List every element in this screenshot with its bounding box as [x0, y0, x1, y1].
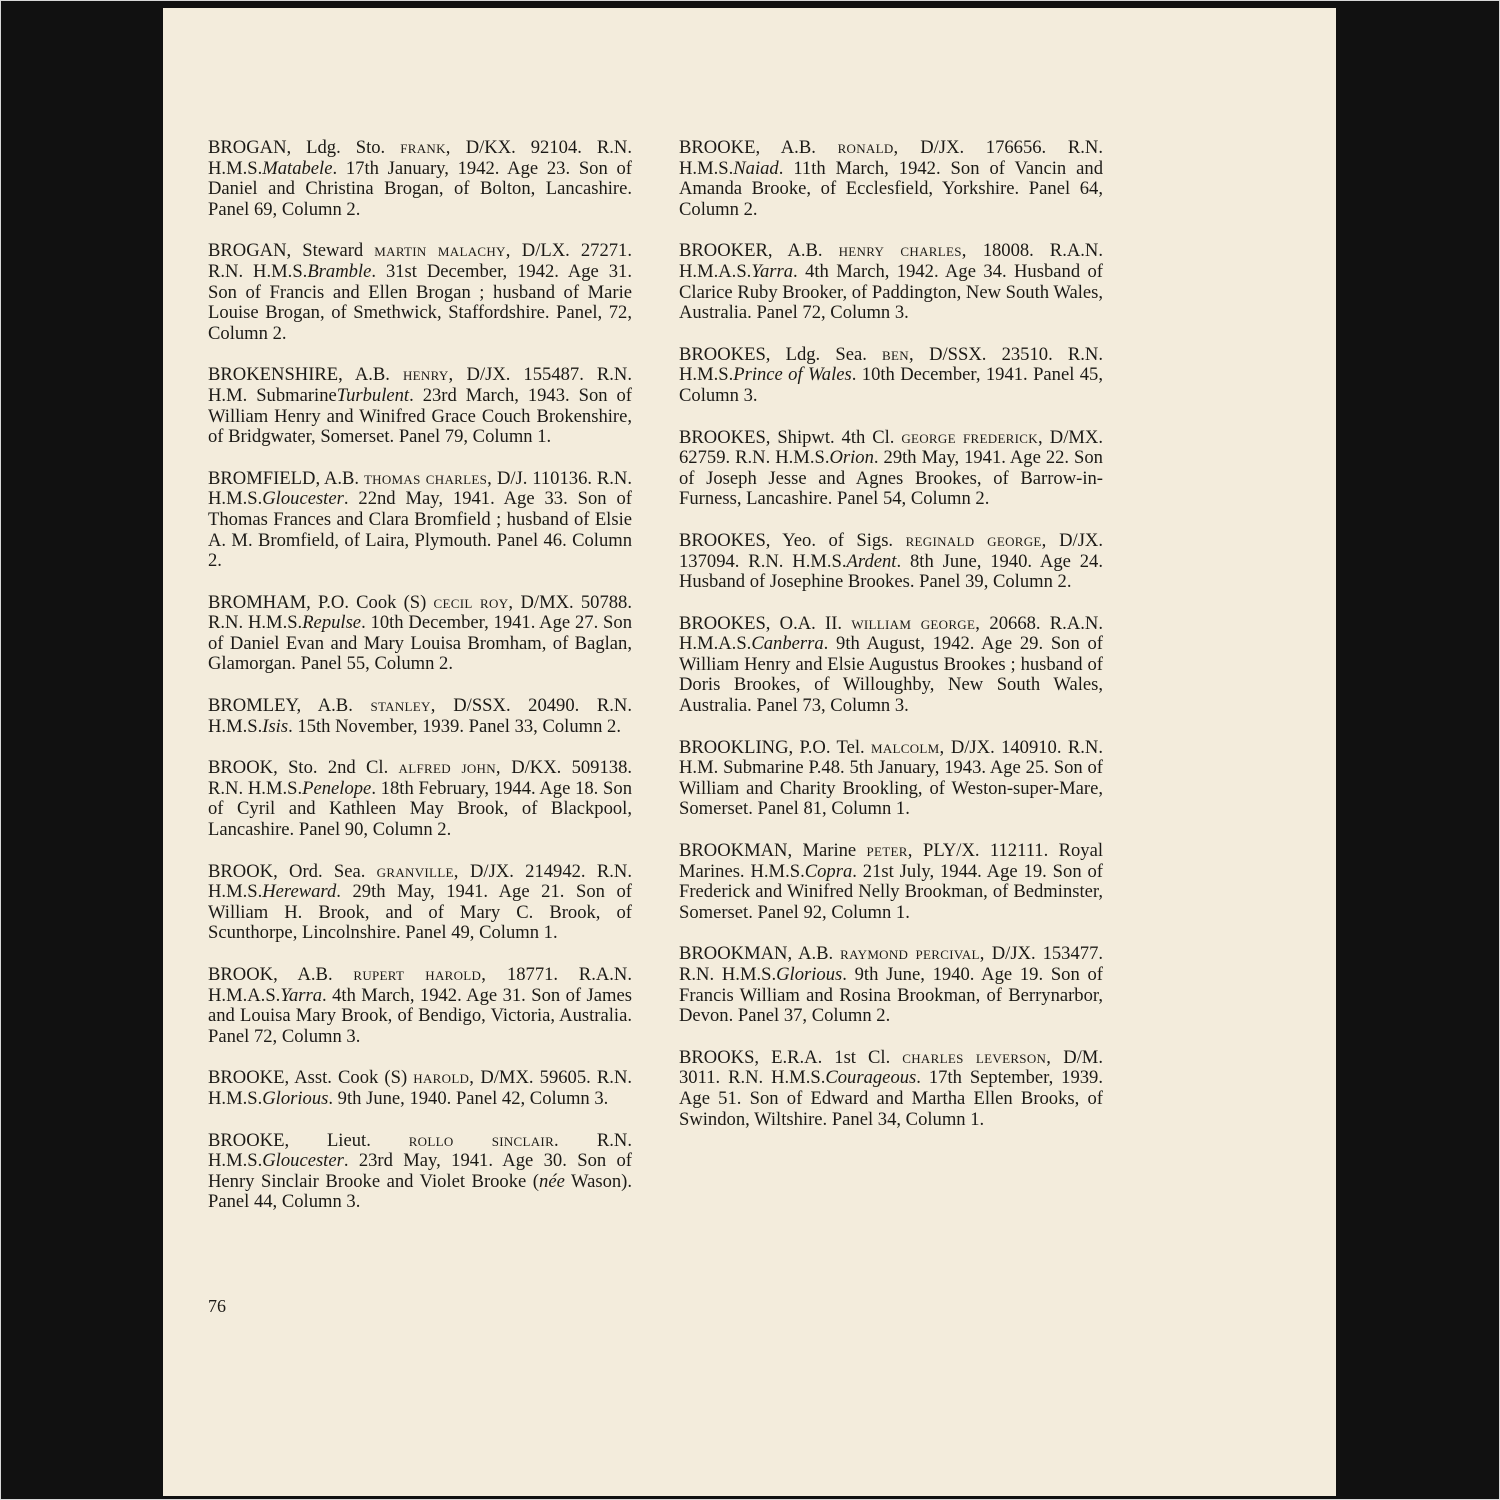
entry-details: D/SSX. 23510. R.N. H.M.S. — [679, 343, 1104, 386]
entry-forenames: george frederick, — [901, 426, 1043, 448]
entry-details-continued: . 29th May, 1941. Age 21. Son of William H. Brook, and of Mary C. Brook, of Scunthorpe, Lincolnshire. Panel 49, Column 1. — [208, 881, 632, 944]
entry-details-continued: . 4th March, 1942. Age 31. Son of James and Louisa Mary Brook, of Bendigo, Victoria, Australia. Panel 72, Column 3. — [208, 984, 632, 1047]
entry-rank: Lieut. — [326, 1129, 371, 1151]
entry-details: 18771. R.A.N. H.M.A.S. — [208, 964, 633, 1006]
entry-forenames: rupert harold, — [353, 964, 487, 985]
entry-forenames: peter, — [866, 840, 913, 862]
entry-details-end: Wason). Panel 44, Column 3. — [208, 1170, 633, 1213]
entry-forenames: malcolm, — [870, 736, 945, 758]
entry-details-continued: . 15th November, 1939. Panel 33, Column 2. — [288, 715, 621, 737]
entry-rank: A.B. — [787, 240, 823, 262]
entry-rank: Ldg. Sea. — [785, 343, 867, 365]
entry-details: D/KX. 92104. R.N. H.M.S. — [208, 137, 633, 179]
entry-surname: BROGAN, — [208, 240, 292, 262]
entry-forenames: ronald, — [837, 137, 899, 158]
entry-surname: BROOKLING, — [679, 736, 794, 758]
entry-ship: Glorious — [262, 1087, 329, 1109]
entry-rank: A.B. — [780, 137, 816, 158]
entry-forenames: frank, — [400, 137, 451, 158]
entry-details: D/JX. 153477. R.N. H.M.S. — [679, 943, 1104, 985]
entry-surname: BROOK, — [208, 757, 278, 779]
entry-ship: Hereward — [262, 881, 337, 903]
entry-ship: Canberra — [751, 633, 824, 655]
entry-forenames: ben, — [882, 343, 914, 365]
entry-details: D/JX. 155487. R.N. H.M. Submarine — [208, 364, 632, 406]
entry-details-continued: . 9th June, 1940. Age 19. Son of Francis William and Rosina Brookman, of Berrynarbor, Devon. Panel 37, Column 2. — [679, 964, 1103, 1027]
entry-details-continued: . 11th March, 1942. Son of Vancin and Amanda Brooke, of Ecclesfield, Yorkshire. Panel 64, Column 2. — [679, 157, 1103, 220]
entry-details-continued: . 4th March, 1942. Age 34. Husband of Clarice Ruby Brooker, of Paddington, New South Wales, Australia. Panel 72, Column 3. — [679, 260, 1103, 324]
entry-italic-note: née — [539, 1170, 565, 1192]
entry-details-continued: . 23rd May, 1941. Age 30. Son of Henry Sinclair Brooke and Violet Brooke ( — [208, 1150, 632, 1192]
entry-ship: Repulse — [302, 612, 362, 634]
entry-ship: Gloucester — [262, 488, 344, 510]
entry-details: D/J. 110136. R.N. H.M.S. — [208, 467, 632, 510]
entry-surname: BROOKE, — [208, 1067, 290, 1089]
entry-surname: BROMHAM, — [208, 591, 311, 613]
entry-ship: Ardent — [846, 550, 897, 572]
entry-forenames: raymond percival, — [840, 943, 985, 965]
entry-forenames: granville, — [376, 860, 459, 882]
entry-surname: BROOKE, — [679, 137, 761, 158]
entry-details: R.N. H.M.S. — [208, 1129, 632, 1172]
entry-ship: Gloucester — [262, 1150, 344, 1172]
entry-rank: A.B. — [323, 467, 360, 489]
entry-rank: A.B. — [297, 964, 333, 985]
entry-details-continued: . 22nd May, 1941. Age 33. Son of Thomas Frances and Clara Bromfield ; husband of Elsie A. M. Bromfield, of Laira, Plymouth. Panel 46. Column 2. — [208, 488, 632, 572]
entry-details-continued: . 17th September, 1939. Age 51. Son of Edward and Martha Ellen Brooks, of Swindon, Wiltshire. Panel 34, Column 1. — [679, 1067, 1103, 1130]
entry-ship: Yarra — [280, 984, 323, 1006]
entry-ship: Turbulent — [336, 384, 410, 406]
entry-forenames: alfred john, — [398, 757, 501, 779]
entry-rank: Sto. 2nd Cl. — [288, 757, 389, 779]
entry-surname: BROMLEY, — [208, 695, 302, 717]
entry-details-continued: . 17th January, 1942. Age 23. Son of Daniel and Christina Brogan, of Bolton, Lancashire. Panel 69, Column 2. — [208, 157, 632, 220]
entry-details-continued: . 9th August, 1942. Age 29. Son of William Henry and Elsie Augustus Brookes ; husband of Doris Brookes, of Willoughby, New South Wales, Australia. Panel 73, Column 3. — [679, 633, 1103, 717]
entry-forenames: reginald george, — [905, 529, 1047, 551]
entry-details-continued: . 10th December, 1941. Panel 45, Column 3. — [679, 364, 1103, 406]
entry-forenames: stanley, — [370, 695, 436, 717]
entry-details-continued: . 10th December, 1941. Age 27. Son of Daniel Evan and Mary Louisa Bromham, of Baglan, Glamorgan. Panel 55, Column 2. — [208, 612, 632, 675]
entry-details: D/KX. 509138. R.N. H.M.S. — [208, 757, 633, 799]
entry-forenames: henry, — [402, 364, 454, 386]
entry-surname: BROOKMAN, — [679, 840, 793, 862]
entry-surname: BROGAN, — [208, 137, 292, 158]
entry-details: D/JX. 176656. R.N. H.M.S. — [679, 137, 1104, 179]
entry-rank: Steward — [302, 240, 364, 262]
entry-details-continued: . 23rd March, 1943. Son of William Henry and Winifred Grace Couch Brokenshire, of Bridgwater, Somerset. Panel 79, Column 1. — [208, 384, 632, 448]
entry-details-continued: . 21st July, 1944. Age 19. Son of Frederick and Winifred Nelly Brookman, of Bedminster, Somerset. Panel 92, Column 1. — [679, 860, 1103, 923]
entry-ship: Matabele — [262, 157, 333, 179]
entry-details-continued: . 29th May, 1941. Age 22. Son of Joseph Jesse and Agnes Brookes, of Barrow-in-Furness, Lancashire. Panel 54, Column 2. — [679, 447, 1103, 510]
entry-surname: BROOKES, — [679, 529, 771, 551]
entry-surname: BROOKES, — [679, 426, 771, 448]
entry-ship: Copra — [804, 860, 853, 882]
entry-details: D/SSX. 20490. R.N. H.M.S. — [208, 695, 632, 737]
entry-details-continued: . 31st December, 1942. Age 31. Son of Francis and Ellen Brogan ; husband of Marie Louise Brogan, of Smethwick, Staffordshire. Panel, 72, Column 2. — [208, 260, 632, 344]
entry-ship: Penelope — [302, 777, 372, 799]
entry-forenames: henry charles, — [838, 240, 967, 262]
entry-rank: P.O. Tel. — [799, 736, 865, 758]
entry-ship: Naiad — [733, 157, 779, 179]
entry-details: D/MX. 50788. R.N. H.M.S. — [208, 591, 632, 634]
entry-details: D/MX. 62759. R.N. H.M.S. — [679, 426, 1103, 469]
entry-details: PLY/X. 112111. Royal Marines. H.M.S. — [679, 840, 1103, 882]
entry-forenames: harold, — [413, 1067, 475, 1089]
entry-details-continued: . 9th June, 1940. Panel 42, Column 3. — [328, 1087, 609, 1109]
entry-details: 20668. R.A.N. H.M.A.S. — [679, 612, 1103, 655]
entry-details-continued: . 8th June, 1940. Age 24. Husband of Josephine Brookes. Panel 39, Column 2. — [679, 550, 1103, 593]
entry-details: D/JX. 137094. R.N. H.M.S. — [679, 529, 1103, 572]
entry-details-continued: . 18th February, 1944. Age 18. Son of Cyril and Kathleen May Brook, of Blackpool, Lancashire. Panel 90, Column 2. — [208, 777, 632, 841]
entry-surname: BROMFIELD, — [208, 467, 321, 489]
entry-ship: Bramble — [307, 260, 372, 282]
entry-surname: BROOKS, — [679, 1046, 760, 1068]
entry-rank: A.B. — [354, 364, 390, 386]
entry-details: D/LX. 27271. R.N. H.M.S. — [208, 240, 633, 282]
entry-surname: BROOK, — [208, 860, 278, 882]
entry-rank: Yeo. of Sigs. — [782, 529, 894, 551]
entry-forenames: martin malachy, — [374, 240, 511, 262]
entry-rank: Marine — [802, 840, 857, 862]
entry-rank: Ord. Sea. — [289, 860, 366, 882]
entry-details: D/JX. 214942. R.N. H.M.S. — [208, 860, 632, 903]
entry-details: D/M. 3011. R.N. H.M.S. — [679, 1046, 1103, 1089]
page-number: 76 — [208, 1296, 226, 1316]
entry-ship: Orion — [829, 447, 874, 469]
entry-forenames: thomas charles, — [363, 467, 493, 489]
entry-surname: BROOK, — [208, 964, 278, 985]
entry-forenames: cecil roy, — [433, 591, 514, 613]
entry-ship: Yarra — [751, 260, 794, 282]
entry-ship: Prince of Wales — [733, 364, 852, 386]
entry-rank: Shipwt. 4th Cl. — [777, 426, 895, 448]
entry-ship: Courageous — [825, 1067, 917, 1089]
entry-forenames: william george, — [851, 612, 981, 634]
entry-rank: A.B. — [798, 943, 834, 965]
entry-surname: BROOKES, — [679, 612, 771, 634]
entry-surname: BROOKE, — [208, 1129, 290, 1151]
entry-rank: Asst. Cook (S) — [294, 1067, 408, 1089]
entry-rank: O.A. II. — [779, 612, 843, 634]
entry-rank: E.R.A. 1st Cl. — [771, 1046, 891, 1068]
entry-details: 18008. R.A.N. H.M.A.S. — [679, 240, 1103, 282]
entry-surname: BROKENSHIRE, — [208, 364, 343, 386]
entry-ship: Glorious — [776, 964, 843, 985]
entry-rank: P.O. Cook (S) — [317, 591, 427, 613]
entry-ship: Isis — [262, 715, 289, 737]
entry-details: D/MX. 59605. R.N. H.M.S. — [208, 1067, 633, 1109]
entry-details: D/JX. 140910. R.N. H.M. Submarine P.48. 5th January, 1943. Age 25. Son of William and Charity Brookling, of Weston-super-Mare, Somerset. Panel 81, Column 1. — [679, 736, 1103, 820]
entry-forenames: rollo sinclair. — [408, 1129, 559, 1151]
entry-surname: BROOKMAN, — [679, 943, 793, 965]
entry-surname: BROOKES, — [679, 343, 771, 365]
entry-rank: Ldg. Sto. — [306, 137, 386, 158]
entry-forenames: charles leverson, — [902, 1046, 1052, 1068]
entry-surname: BROOKER, — [679, 240, 773, 262]
entry-rank: A.B. — [317, 695, 353, 717]
